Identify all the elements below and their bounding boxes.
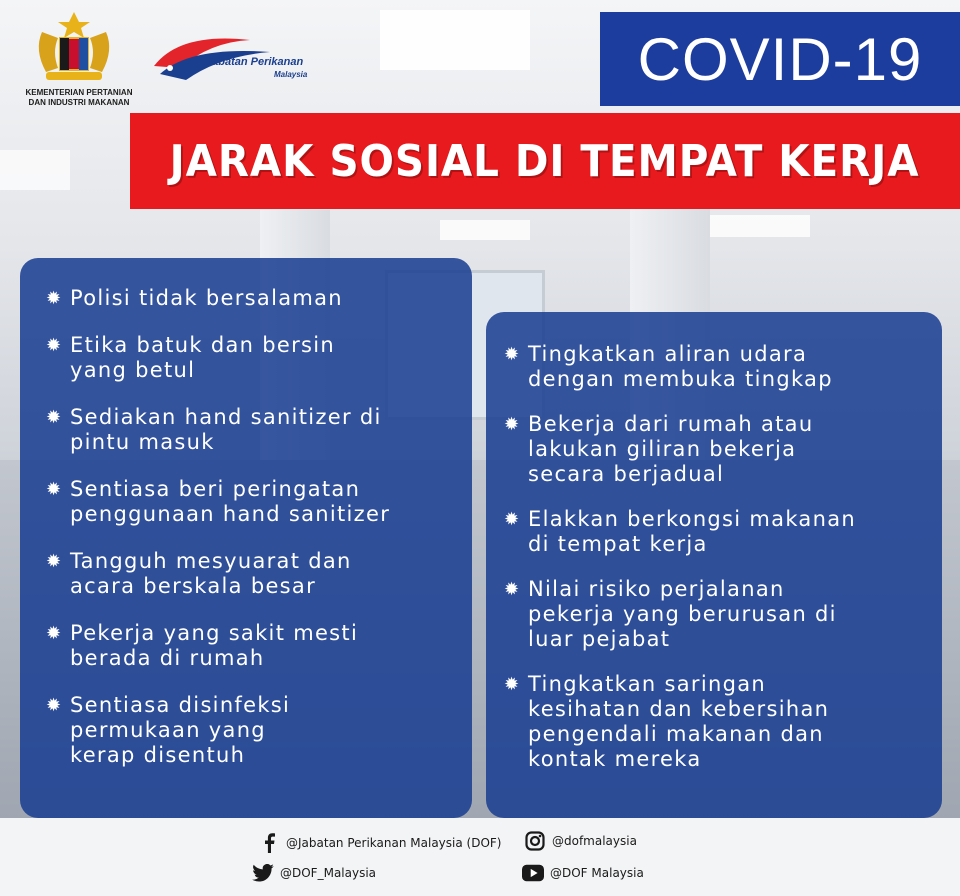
sparkle-bullet-icon: ✹ xyxy=(504,414,521,435)
instagram-handle: @dofmalaysia xyxy=(552,834,637,848)
instagram-icon xyxy=(524,830,546,852)
list-item xyxy=(46,693,472,768)
dof-country: Malaysia xyxy=(274,70,308,79)
list-item xyxy=(46,621,472,671)
list-item-text: Sediakan hand sanitizer di pintu masuk xyxy=(70,405,382,454)
list-item-text: Tingkatkan saringan kesihatan dan kebersihan pengendali makanan dan kontak mereka xyxy=(528,672,830,771)
sparkle-bullet-icon: ✹ xyxy=(46,407,63,428)
left-guidelines-panel xyxy=(20,258,472,818)
sparkle-bullet-icon: ✹ xyxy=(504,509,521,530)
twitter-link[interactable] xyxy=(252,862,376,884)
list-item-text: Tangguh mesyuarat dan acara berskala besar xyxy=(70,549,352,598)
facebook-icon xyxy=(258,832,280,854)
list-item xyxy=(46,549,472,599)
social-footer xyxy=(0,818,960,896)
list-item-text: Tingkatkan aliran udara dengan membuka tingkap xyxy=(528,342,833,391)
sparkle-bullet-icon: ✹ xyxy=(46,551,63,572)
sparkle-bullet-icon: ✹ xyxy=(504,344,521,365)
sparkle-bullet-icon: ✹ xyxy=(46,335,63,356)
youtube-handle: @DOF Malaysia xyxy=(550,866,644,880)
sparkle-bullet-icon: ✹ xyxy=(46,479,63,500)
list-item-text: Nilai risiko perjalanan pekerja yang berurusan di luar pejabat xyxy=(528,577,837,651)
instagram-link[interactable] xyxy=(524,830,637,852)
facebook-handle: @Jabatan Perikanan Malaysia (DOF) xyxy=(286,836,502,850)
twitter-icon xyxy=(252,862,274,884)
ministry-name xyxy=(20,88,138,108)
list-item-text: Elakkan berkongsi makanan di tempat kerja xyxy=(528,507,856,556)
list-item xyxy=(46,477,472,527)
list-item xyxy=(504,577,942,652)
list-item xyxy=(46,286,472,311)
facebook-link[interactable] xyxy=(258,832,501,854)
dof-name: Jabatan Perikanan xyxy=(206,56,304,68)
list-item-text: Sentiasa disinfeksi permukaan yang kerap disentuh xyxy=(70,693,291,767)
list-item xyxy=(46,405,472,455)
sparkle-bullet-icon: ✹ xyxy=(504,674,521,695)
list-item-text: Sentiasa beri peringatan penggunaan hand sanitizer xyxy=(70,477,391,526)
covid-badge xyxy=(600,12,960,106)
list-item-text: Bekerja dari rumah atau lakukan giliran bekerja secara berjadual xyxy=(528,412,814,486)
right-guidelines-panel xyxy=(486,312,942,818)
list-item-text: Etika batuk dan bersin yang betul xyxy=(70,333,336,382)
list-item xyxy=(504,507,942,557)
list-item xyxy=(504,672,942,772)
list-item xyxy=(504,342,942,392)
title-banner xyxy=(130,113,960,209)
sparkle-bullet-icon: ✹ xyxy=(46,288,63,309)
sparkle-bullet-icon: ✹ xyxy=(46,623,63,644)
list-item xyxy=(504,412,942,487)
covid-badge-text: COVID-19 xyxy=(637,25,923,93)
coat-of-arms-logo xyxy=(24,10,124,86)
ministry-line-2: DAN INDUSTRI MAKANAN xyxy=(28,98,130,107)
ministry-line-1: KEMENTERIAN PERTANIAN xyxy=(25,88,133,97)
sparkle-bullet-icon: ✹ xyxy=(46,695,63,716)
list-item-text: Pekerja yang sakit mesti berada di rumah xyxy=(70,621,359,670)
sparkle-bullet-icon: ✹ xyxy=(504,579,521,600)
twitter-handle: @DOF_Malaysia xyxy=(280,866,377,880)
list-item-text: Polisi tidak bersalaman xyxy=(70,286,343,310)
list-item xyxy=(46,333,472,383)
page-title: JARAK SOSIAL DI TEMPAT KERJA xyxy=(170,135,920,187)
youtube-link[interactable] xyxy=(522,862,644,884)
youtube-icon xyxy=(522,862,544,884)
